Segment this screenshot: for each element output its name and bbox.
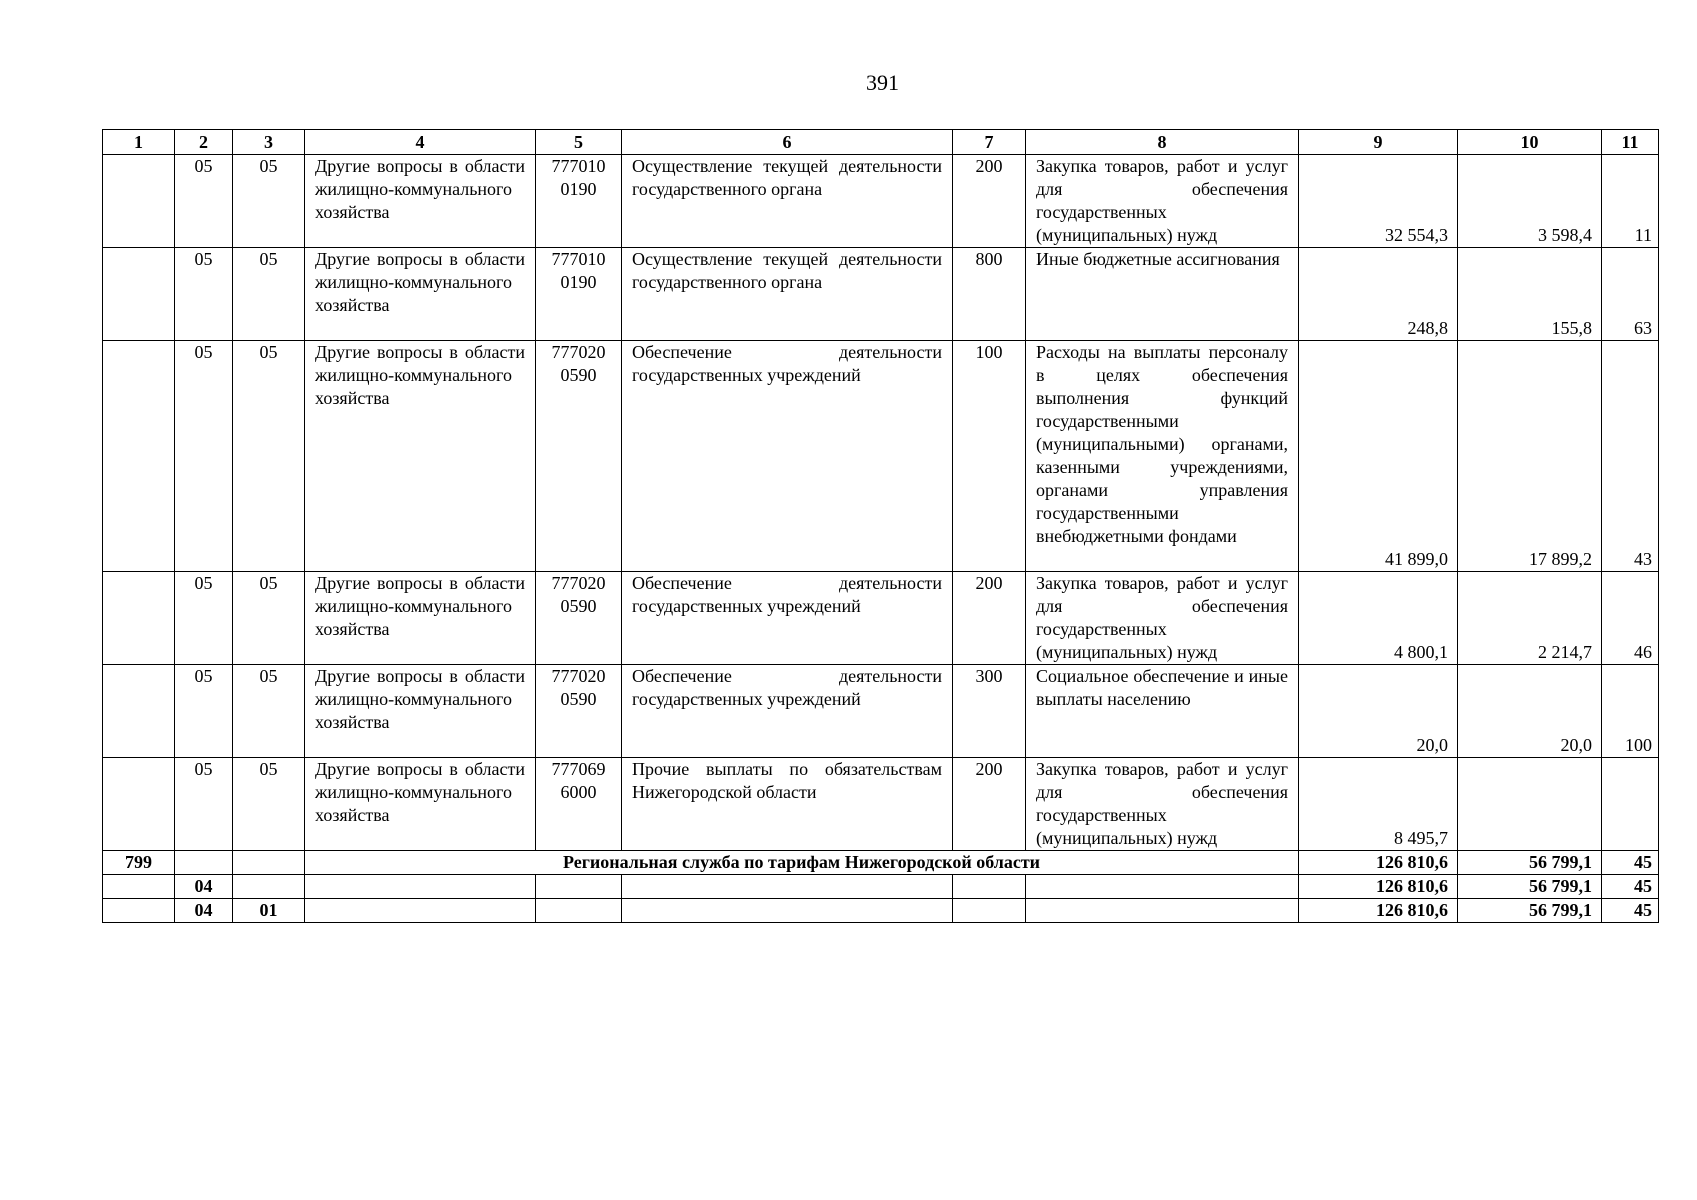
cell-expense-name: Социальное обеспечение и иные выплаты населению — [1026, 665, 1299, 758]
cell-target-name: Прочие выплаты по обязательствам Нижегородской области — [622, 758, 953, 851]
cell-subsection: 01 — [233, 899, 305, 923]
budget-table — [102, 129, 1659, 923]
cell-expense-name — [1026, 899, 1299, 923]
header-row — [103, 130, 1659, 155]
column-header-8: 8 — [1026, 130, 1299, 155]
total-row-agency — [103, 851, 1659, 875]
cell-section-name: Другие вопросы в области жилищно-коммунального хозяйства — [305, 248, 536, 341]
cell-target-code: 777020 0590 — [536, 341, 622, 572]
table-row — [103, 248, 1659, 341]
cell-actual-amount: 56 799,1 — [1458, 899, 1602, 923]
table-row — [103, 155, 1659, 248]
cell-planned-amount: 126 810,6 — [1299, 899, 1458, 923]
cell-target-code — [536, 875, 622, 899]
column-header-5: 5 — [536, 130, 622, 155]
cell-expense-name — [1026, 875, 1299, 899]
cell-subsection — [233, 875, 305, 899]
total-row-subsection — [103, 899, 1659, 923]
cell-subsection: 05 — [233, 155, 305, 248]
cell-percent: 100 — [1602, 665, 1659, 758]
cell-admin-code — [103, 875, 175, 899]
cell-section-name: Другие вопросы в области жилищно-коммунального хозяйства — [305, 155, 536, 248]
cell-expense-code: 300 — [953, 665, 1026, 758]
cell-section: 05 — [175, 248, 233, 341]
cell-percent: 11 — [1602, 155, 1659, 248]
table-row — [103, 341, 1659, 572]
cell-actual-amount: 17 899,2 — [1458, 341, 1602, 572]
cell-planned-amount: 4 800,1 — [1299, 572, 1458, 665]
cell-target-name: Обеспечение деятельности государственных учреждений — [622, 665, 953, 758]
cell-admin-code — [103, 155, 175, 248]
cell-section-name — [305, 899, 536, 923]
cell-section-name: Другие вопросы в области жилищно-коммунального хозяйства — [305, 665, 536, 758]
cell-percent: 46 — [1602, 572, 1659, 665]
cell-expense-code: 200 — [953, 758, 1026, 851]
cell-section-name: Другие вопросы в области жилищно-коммунального хозяйства — [305, 758, 536, 851]
cell-percent — [1602, 758, 1659, 851]
cell-target-name: Обеспечение деятельности государственных учреждений — [622, 341, 953, 572]
cell-admin-code: 799 — [103, 851, 175, 875]
cell-target-name — [622, 899, 953, 923]
cell-planned-amount: 41 899,0 — [1299, 341, 1458, 572]
cell-expense-name: Закупка товаров, работ и услуг для обеспечения государственных (муниципальных) нужд — [1026, 758, 1299, 851]
cell-section: 05 — [175, 155, 233, 248]
table-row — [103, 758, 1659, 851]
cell-section: 04 — [175, 875, 233, 899]
cell-actual-amount: 56 799,1 — [1458, 851, 1602, 875]
cell-actual-amount: 20,0 — [1458, 665, 1602, 758]
cell-subsection — [233, 851, 305, 875]
cell-target-code: 777010 0190 — [536, 155, 622, 248]
cell-percent: 43 — [1602, 341, 1659, 572]
cell-target-code: 777020 0590 — [536, 572, 622, 665]
column-header-4: 4 — [305, 130, 536, 155]
cell-planned-amount: 126 810,6 — [1299, 875, 1458, 899]
cell-admin-code — [103, 248, 175, 341]
cell-expense-name: Иные бюджетные ассигнования — [1026, 248, 1299, 341]
cell-section-name: Другие вопросы в области жилищно-коммунального хозяйства — [305, 341, 536, 572]
cell-actual-amount — [1458, 758, 1602, 851]
cell-expense-code: 800 — [953, 248, 1026, 341]
cell-subsection: 05 — [233, 248, 305, 341]
column-header-9: 9 — [1299, 130, 1458, 155]
cell-section: 04 — [175, 899, 233, 923]
cell-expense-name: Закупка товаров, работ и услуг для обеспечения государственных (муниципальных) нужд — [1026, 572, 1299, 665]
cell-expense-code: 200 — [953, 572, 1026, 665]
cell-section: 05 — [175, 341, 233, 572]
cell-section-name — [305, 875, 536, 899]
cell-admin-code — [103, 899, 175, 923]
cell-target-code: 777069 6000 — [536, 758, 622, 851]
column-header-10: 10 — [1458, 130, 1602, 155]
cell-section: 05 — [175, 758, 233, 851]
cell-percent: 45 — [1602, 899, 1659, 923]
cell-section: 05 — [175, 572, 233, 665]
cell-actual-amount: 56 799,1 — [1458, 875, 1602, 899]
cell-planned-amount: 32 554,3 — [1299, 155, 1458, 248]
cell-subsection: 05 — [233, 665, 305, 758]
page-number: 391 — [866, 70, 899, 95]
cell-target-code — [536, 899, 622, 923]
cell-expense-code — [953, 899, 1026, 923]
table-row — [103, 572, 1659, 665]
cell-admin-code — [103, 572, 175, 665]
cell-admin-code — [103, 758, 175, 851]
table-row — [103, 665, 1659, 758]
cell-percent: 45 — [1602, 851, 1659, 875]
cell-admin-code — [103, 665, 175, 758]
cell-target-name: Осуществление текущей деятельности государственного органа — [622, 248, 953, 341]
cell-subsection: 05 — [233, 758, 305, 851]
cell-percent: 63 — [1602, 248, 1659, 341]
cell-expense-name: Закупка товаров, работ и услуг для обеспечения государственных (муниципальных) нужд — [1026, 155, 1299, 248]
cell-actual-amount: 3 598,4 — [1458, 155, 1602, 248]
cell-target-code: 777010 0190 — [536, 248, 622, 341]
cell-expense-code — [953, 875, 1026, 899]
cell-admin-code — [103, 341, 175, 572]
cell-section: 05 — [175, 665, 233, 758]
cell-percent: 45 — [1602, 875, 1659, 899]
cell-section-name: Другие вопросы в области жилищно-коммунального хозяйства — [305, 572, 536, 665]
cell-expense-code: 200 — [953, 155, 1026, 248]
cell-target-name — [622, 875, 953, 899]
cell-subsection: 05 — [233, 572, 305, 665]
column-header-1: 1 — [103, 130, 175, 155]
cell-planned-amount: 8 495,7 — [1299, 758, 1458, 851]
cell-planned-amount: 20,0 — [1299, 665, 1458, 758]
column-header-2: 2 — [175, 130, 233, 155]
column-header-3: 3 — [233, 130, 305, 155]
cell-section — [175, 851, 233, 875]
total-row-section — [103, 875, 1659, 899]
column-header-11: 11 — [1602, 130, 1659, 155]
column-header-6: 6 — [622, 130, 953, 155]
cell-actual-amount: 2 214,7 — [1458, 572, 1602, 665]
cell-expense-name: Расходы на выплаты персоналу в целях обеспечения выполнения функций государственными (муниципальными) органами, казенными учреждениями, органами управления государственными внебюджетными фондами — [1026, 341, 1299, 572]
cell-target-name: Обеспечение деятельности государственных учреждений — [622, 572, 953, 665]
column-header-7: 7 — [953, 130, 1026, 155]
cell-actual-amount: 155,8 — [1458, 248, 1602, 341]
cell-subsection: 05 — [233, 341, 305, 572]
cell-expense-code: 100 — [953, 341, 1026, 572]
cell-planned-amount: 248,8 — [1299, 248, 1458, 341]
cell-planned-amount: 126 810,6 — [1299, 851, 1458, 875]
agency-title: Региональная служба по тарифам Нижегородской области — [305, 851, 1299, 875]
cell-target-name: Осуществление текущей деятельности государственного органа — [622, 155, 953, 248]
cell-target-code: 777020 0590 — [536, 665, 622, 758]
